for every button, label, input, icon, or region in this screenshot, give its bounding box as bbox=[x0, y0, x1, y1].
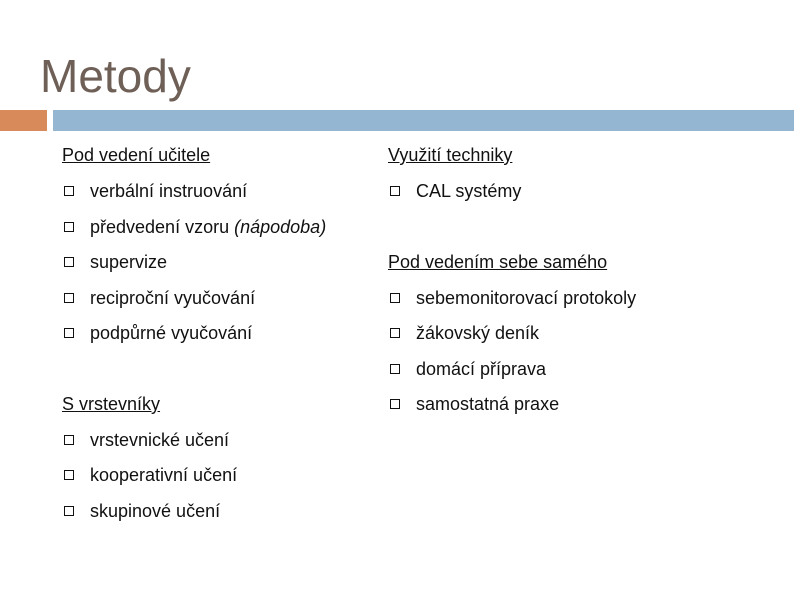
square-bullet-icon bbox=[64, 186, 74, 196]
square-bullet-icon bbox=[64, 293, 74, 303]
square-bullet-icon bbox=[64, 222, 74, 232]
list-item-label: skupinové učení bbox=[90, 501, 221, 521]
list-item-label: sebemonitorovací protokoly bbox=[416, 288, 637, 308]
list-item-kooperativni-uceni bbox=[90, 464, 237, 486]
list-item-label: CAL systémy bbox=[416, 181, 522, 201]
list-item-podpurne-vyucovani bbox=[90, 322, 252, 344]
square-bullet-icon bbox=[64, 328, 74, 338]
list-item-skupinove-uceni bbox=[90, 500, 220, 522]
square-bullet-icon bbox=[390, 328, 400, 338]
list-item-label: vrstevnické učení bbox=[90, 430, 230, 450]
heading-s-vrstevniky: S vrstevníky bbox=[62, 394, 161, 414]
list-item-label: supervize bbox=[90, 252, 168, 272]
square-bullet-icon bbox=[64, 506, 74, 516]
list-item-label: domácí příprava bbox=[416, 359, 547, 379]
square-bullet-icon bbox=[390, 186, 400, 196]
list-item-label: podpůrné vyučování bbox=[90, 323, 253, 343]
list-item-domaci-priprava bbox=[416, 358, 546, 380]
heading-pod-vedeni-ucitele: Pod vedení učitele bbox=[62, 145, 211, 165]
square-bullet-icon bbox=[390, 364, 400, 374]
list-item-reciprocni-vyucovani bbox=[90, 287, 255, 309]
list-item-samostatna-praxe bbox=[416, 393, 559, 415]
title-accent-bar-orange bbox=[0, 110, 47, 131]
list-item-label: žákovský deník bbox=[416, 323, 540, 343]
list-item-label: předvedení vzoru bbox=[90, 217, 230, 237]
list-item-sebemonitorovaci-protokoly bbox=[416, 287, 636, 309]
list-item-predvedeni-vzoru bbox=[90, 216, 326, 238]
list-item-label: verbální instruování bbox=[90, 181, 248, 201]
title-accent-bar-blue bbox=[53, 110, 794, 131]
list-item-zakovsky-denik bbox=[416, 322, 539, 344]
square-bullet-icon bbox=[390, 399, 400, 409]
square-bullet-icon bbox=[390, 293, 400, 303]
list-item-label: kooperativní učení bbox=[90, 465, 238, 485]
list-item-verbalni-instruovani bbox=[90, 180, 247, 202]
heading-pod-vedenim-sebe-sameho: Pod vedením sebe samého bbox=[388, 252, 608, 272]
square-bullet-icon bbox=[64, 257, 74, 267]
list-item-label: samostatná praxe bbox=[416, 394, 560, 414]
list-item-note: (nápodoba) bbox=[234, 217, 327, 237]
heading-vyuziti-techniky: Využití techniky bbox=[388, 145, 513, 165]
square-bullet-icon bbox=[64, 470, 74, 480]
list-item-vrstevnicke-uceni bbox=[90, 429, 229, 451]
list-item-label: reciproční vyučování bbox=[90, 288, 256, 308]
square-bullet-icon bbox=[64, 435, 74, 445]
list-item-cal-systemy bbox=[416, 180, 521, 202]
slide-title: Metody bbox=[40, 50, 191, 102]
list-item-supervize bbox=[90, 251, 167, 273]
